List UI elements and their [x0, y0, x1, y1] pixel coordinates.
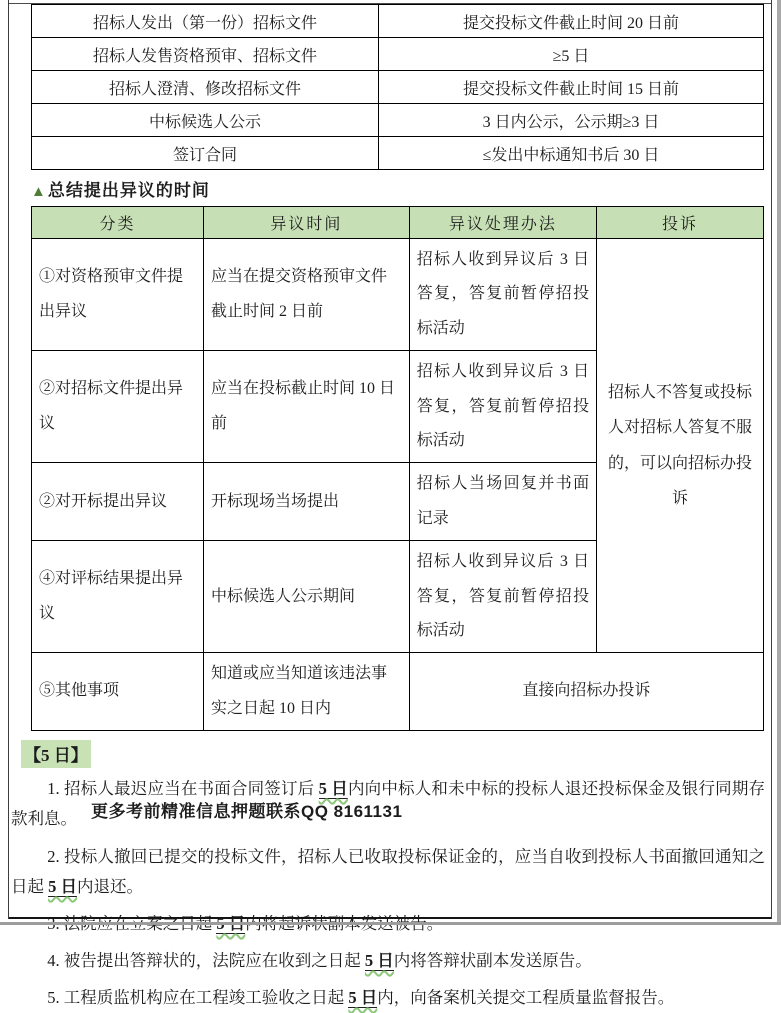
section-heading-label: 总结提出异议的时间 [47, 181, 210, 200]
table-row [32, 38, 764, 71]
table-row [32, 653, 764, 731]
bottom-rule [9, 917, 771, 919]
column-header: 分类 [32, 207, 204, 239]
column-header: 投诉 [597, 207, 764, 239]
timeline-item: 招标人发出（第一份）招标文件 [32, 5, 379, 38]
timeline-time: 3 日内公示，公示期≥3 日 [378, 104, 763, 137]
handling-cell: 招标人收到异议后 3 日答复，答复前暂停招投标活动 [409, 351, 596, 463]
table-row [32, 71, 764, 104]
emphasized-term: 5 日 [318, 779, 348, 799]
inserted-ad-text: 更多考前精准信息押题联系QQ 8161131 [91, 802, 403, 822]
timeline-item: 招标人发售资格预审、招标文件 [32, 38, 379, 71]
objection-table [31, 206, 764, 731]
table-row [32, 239, 764, 351]
emphasized-term: 5 日 [48, 877, 77, 897]
timeline-time: 提交投标文件截止时间 20 日前 [378, 5, 763, 38]
section-heading [31, 176, 771, 201]
list-item: 4. 被告提出答辩状的，法院应在收到之日起 5 日内将答辩状副本发送原告。 [47, 951, 592, 971]
category-cell: ④对评标结果提出异议 [32, 541, 204, 653]
timeline-time: ≤发出中标通知书后 30 日 [378, 137, 763, 170]
handling-cell: 招标人收到异议后 3 日答复，答复前暂停招投标活动 [409, 239, 596, 351]
timeline-time: ≥5 日 [378, 38, 763, 71]
column-header: 异议处理办法 [409, 207, 596, 239]
table-row [32, 104, 764, 137]
time-cell: 应当在投标截止时间 10 日前 [204, 351, 410, 463]
body-text [9, 770, 771, 1013]
screenshot-edge [777, 0, 781, 925]
timeline-table [31, 4, 764, 170]
handling-cell: 招标人当场回复并书面记录 [409, 463, 596, 541]
handling-cell: 招标人收到异议后 3 日答复，答复前暂停招投标活动 [409, 541, 596, 653]
triangle-bullet-icon: ▲ [31, 184, 47, 200]
timeline-item: 中标候选人公示 [32, 104, 379, 137]
list-item: 2. 投标人撤回已提交的投标文件，招标人已收取投标保证金的，应当自收到投标人书面撤回通知之日起 5 日内退还。 [11, 847, 765, 897]
timeline-time: 提交投标文件截止时间 15 日前 [378, 71, 763, 104]
list-item: 1. 招标人最迟应当在书面合同签订后 5 日内向中标人和未中标的投标人退还投标保金及银行同期存款利息。 更多考前精准信息押题联系QQ 8161131 [11, 779, 766, 829]
handling-merged-cell: 直接向招标办投诉 [409, 653, 763, 731]
emphasized-term: 5 日 [348, 988, 378, 1008]
table-row [32, 137, 764, 170]
category-cell: ⑤其他事项 [32, 653, 204, 731]
page-frame [8, 0, 772, 1008]
emphasized-term: 5 日 [364, 951, 394, 971]
five-day-badge: 【5 日】 [21, 740, 91, 768]
timeline-item: 签订合同 [32, 137, 379, 170]
category-cell: ②对开标提出异议 [32, 463, 204, 541]
complaint-merged-cell: 招标人不答复或投标人对招标人答复不服的，可以向招标办投诉 [597, 239, 764, 653]
table-row [32, 5, 764, 38]
table-header-row [32, 207, 764, 239]
timeline-item: 招标人澄清、修改招标文件 [32, 71, 379, 104]
column-header: 异议时间 [204, 207, 410, 239]
time-cell: 中标候选人公示期间 [204, 541, 410, 653]
time-cell: 知道或应当知道该违法事实之日起 10 日内 [204, 653, 410, 731]
category-cell: ①对资格预审文件提出异议 [32, 239, 204, 351]
category-cell: ②对招标文件提出异议 [32, 351, 204, 463]
time-cell: 开标现场当场提出 [204, 463, 410, 541]
list-item: 5. 工程质监机构应在工程竣工验收之日起 5 日内，向备案机关提交工程质量监督报告。 [47, 988, 675, 1008]
time-cell: 应当在提交资格预审文件截止时间 2 日前 [204, 239, 410, 351]
